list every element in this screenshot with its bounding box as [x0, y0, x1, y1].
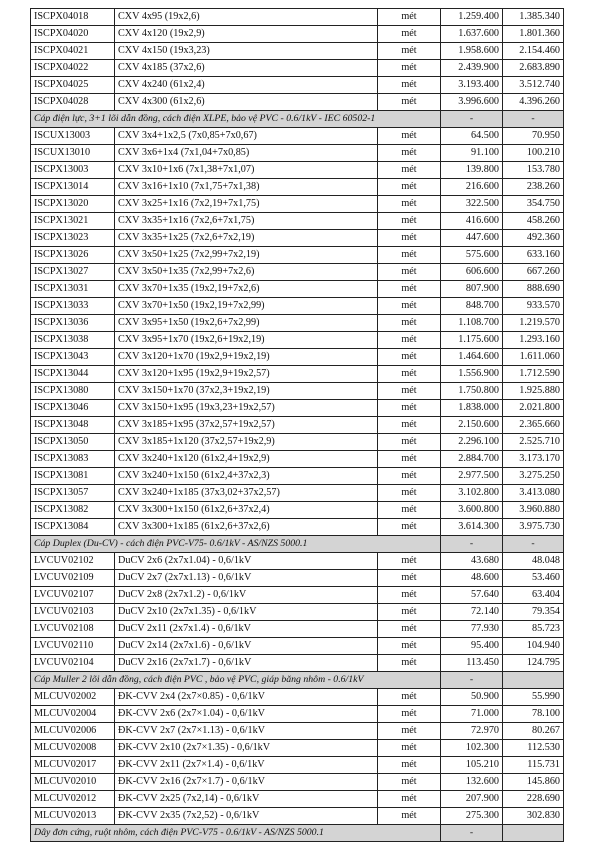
section-title: Dây đơn cứng, ruột nhôm, cách điện PVC-V75 - 0.6/1kV - AS/NZS 5000.1 — [31, 825, 441, 842]
unit: mét — [378, 332, 441, 349]
price-after-vat: 1.801.360 — [503, 26, 564, 43]
table-row — [31, 723, 564, 740]
product-description: CXV 4x95 (19x2,6) — [115, 9, 378, 26]
unit: mét — [378, 264, 441, 281]
unit: mét — [378, 689, 441, 706]
product-code: ISCPX04020 — [31, 26, 115, 43]
product-code: ISCPX13050 — [31, 434, 115, 451]
unit: mét — [378, 451, 441, 468]
price-before-vat: 139.800 — [441, 162, 503, 179]
price-after-vat: 2.154.460 — [503, 43, 564, 60]
product-code: ISCPX13048 — [31, 417, 115, 434]
table-row — [31, 740, 564, 757]
price-after-vat: 492.360 — [503, 230, 564, 247]
table-row — [31, 706, 564, 723]
price-after-vat: 1.712.590 — [503, 366, 564, 383]
table-row — [31, 434, 564, 451]
table-row — [31, 26, 564, 43]
product-description: CXV 3x150+1x70 (37x2,3+19x2,19) — [115, 383, 378, 400]
price-before-vat: 216.600 — [441, 179, 503, 196]
table-row — [31, 757, 564, 774]
product-description: ĐK-CVV 2x7 (2x7×1.13) - 0,6/1kV — [115, 723, 378, 740]
unit: mét — [378, 162, 441, 179]
price-before-vat: 2.884.700 — [441, 451, 503, 468]
price-after-vat: 458.260 — [503, 213, 564, 230]
price-before-vat: 2.977.500 — [441, 468, 503, 485]
price-before-vat: 1.637.600 — [441, 26, 503, 43]
price-before-vat: 77.930 — [441, 621, 503, 638]
unit: mét — [378, 247, 441, 264]
section-price-1: - — [441, 825, 503, 842]
table-row — [31, 77, 564, 94]
price-before-vat: 95.400 — [441, 638, 503, 655]
unit: mét — [378, 485, 441, 502]
product-description: DuCV 2x7 (2x7x1.13) - 0,6/1kV — [115, 570, 378, 587]
product-description: ĐK-CVV 2x4 (2x7×0.85) - 0,6/1kV — [115, 689, 378, 706]
product-code: ISCPX04028 — [31, 94, 115, 111]
product-description: CXV 3x4+1x2,5 (7x0,85+7x0,67) — [115, 128, 378, 145]
table-row — [31, 281, 564, 298]
price-after-vat: 100.210 — [503, 145, 564, 162]
product-description: DuCV 2x11 (2x7x1.4) - 0,6/1kV — [115, 621, 378, 638]
price-after-vat: 153.780 — [503, 162, 564, 179]
unit: mét — [378, 706, 441, 723]
product-code: LVCUV02110 — [31, 638, 115, 655]
price-table — [30, 8, 564, 842]
price-after-vat: 104.940 — [503, 638, 564, 655]
section-price-2: - — [503, 111, 564, 128]
price-before-vat: 91.100 — [441, 145, 503, 162]
price-after-vat: 354.750 — [503, 196, 564, 213]
price-after-vat: 3.975.730 — [503, 519, 564, 536]
product-code: ISCPX13023 — [31, 230, 115, 247]
table-row — [31, 451, 564, 468]
unit: mét — [378, 621, 441, 638]
product-code: ISCUX13010 — [31, 145, 115, 162]
product-description: CXV 3x25+1x16 (7x2,19+7x1,75) — [115, 196, 378, 213]
product-description: ĐK-CVV 2x25 (7x2,14) - 0,6/1kV — [115, 791, 378, 808]
unit: mét — [378, 587, 441, 604]
section-header-row — [31, 825, 564, 842]
table-row — [31, 9, 564, 26]
price-before-vat: 43.680 — [441, 553, 503, 570]
price-after-vat: 633.160 — [503, 247, 564, 264]
price-after-vat: 888.690 — [503, 281, 564, 298]
product-description: ĐK-CVV 2x35 (7x2,52) - 0,6/1kV — [115, 808, 378, 825]
table-row — [31, 655, 564, 672]
price-before-vat: 1.259.400 — [441, 9, 503, 26]
price-before-vat: 3.102.800 — [441, 485, 503, 502]
product-description: CXV 3x50+1x25 (7x2,99+7x2,19) — [115, 247, 378, 264]
price-before-vat: 1.464.600 — [441, 349, 503, 366]
unit: mét — [378, 94, 441, 111]
product-code: MLCUV02010 — [31, 774, 115, 791]
table-row — [31, 196, 564, 213]
unit: mét — [378, 26, 441, 43]
table-row — [31, 638, 564, 655]
table-row — [31, 145, 564, 162]
price-after-vat: 3.512.740 — [503, 77, 564, 94]
unit: mét — [378, 808, 441, 825]
price-after-vat: 2.525.710 — [503, 434, 564, 451]
product-description: ĐK-CVV 2x16 (2x7×1.7) - 0,6/1kV — [115, 774, 378, 791]
product-code: ISCUX13003 — [31, 128, 115, 145]
product-description: CXV 4x150 (19x3,23) — [115, 43, 378, 60]
product-description: CXV 3x120+1x70 (19x2,9+19x2,19) — [115, 349, 378, 366]
unit: mét — [378, 9, 441, 26]
product-code: ISCPX13057 — [31, 485, 115, 502]
section-price-2 — [503, 825, 564, 842]
product-code: ISCPX13082 — [31, 502, 115, 519]
price-after-vat: 1.385.340 — [503, 9, 564, 26]
product-code: ISCPX13084 — [31, 519, 115, 536]
price-after-vat: 2.683.890 — [503, 60, 564, 77]
price-before-vat: 2.150.600 — [441, 417, 503, 434]
price-before-vat: 72.970 — [441, 723, 503, 740]
product-description: CXV 3x35+1x25 (7x2,6+7x2,19) — [115, 230, 378, 247]
price-before-vat: 3.614.300 — [441, 519, 503, 536]
product-description: DuCV 2x14 (2x7x1.6) - 0,6/1kV — [115, 638, 378, 655]
price-after-vat: 55.990 — [503, 689, 564, 706]
table-row — [31, 247, 564, 264]
price-before-vat: 1.958.600 — [441, 43, 503, 60]
price-after-vat: 933.570 — [503, 298, 564, 315]
product-code: ISCPX04021 — [31, 43, 115, 60]
unit: mét — [378, 553, 441, 570]
price-before-vat: 64.500 — [441, 128, 503, 145]
price-before-vat: 848.700 — [441, 298, 503, 315]
unit: mét — [378, 570, 441, 587]
product-code: MLCUV02006 — [31, 723, 115, 740]
price-before-vat: 322.500 — [441, 196, 503, 213]
product-code: ISCPX04018 — [31, 9, 115, 26]
table-row — [31, 366, 564, 383]
unit: mét — [378, 638, 441, 655]
table-row — [31, 128, 564, 145]
product-description: DuCV 2x8 (2x7x1.2) - 0,6/1kV — [115, 587, 378, 604]
product-description: CXV 3x35+1x16 (7x2,6+7x1,75) — [115, 213, 378, 230]
price-after-vat: 667.260 — [503, 264, 564, 281]
price-after-vat: 124.795 — [503, 655, 564, 672]
table-row — [31, 94, 564, 111]
price-before-vat: 447.600 — [441, 230, 503, 247]
product-code: ISCPX13014 — [31, 179, 115, 196]
product-description: CXV 3x185+1x120 (37x2,57+19x2,9) — [115, 434, 378, 451]
table-row — [31, 349, 564, 366]
table-row — [31, 332, 564, 349]
unit: mét — [378, 179, 441, 196]
product-code: LVCUV02107 — [31, 587, 115, 604]
product-description: CXV 4x300 (61x2,6) — [115, 94, 378, 111]
table-row — [31, 689, 564, 706]
unit: mét — [378, 740, 441, 757]
price-after-vat: 3.960.880 — [503, 502, 564, 519]
price-before-vat: 113.450 — [441, 655, 503, 672]
product-code: ISCPX13038 — [31, 332, 115, 349]
product-code: LVCUV02103 — [31, 604, 115, 621]
unit: mét — [378, 43, 441, 60]
price-before-vat: 2.296.100 — [441, 434, 503, 451]
table-row — [31, 60, 564, 77]
price-after-vat: 115.731 — [503, 757, 564, 774]
price-after-vat: 53.460 — [503, 570, 564, 587]
unit: mét — [378, 281, 441, 298]
product-description: ĐK-CVV 2x10 (2x7×1.35) - 0,6/1kV — [115, 740, 378, 757]
product-description: CXV 4x120 (19x2,9) — [115, 26, 378, 43]
price-before-vat: 3.600.800 — [441, 502, 503, 519]
price-before-vat: 57.640 — [441, 587, 503, 604]
product-code: ISCPX13026 — [31, 247, 115, 264]
unit: mét — [378, 77, 441, 94]
unit: mét — [378, 774, 441, 791]
product-code: ISCPX13081 — [31, 468, 115, 485]
product-code: ISCPX13043 — [31, 349, 115, 366]
price-before-vat: 606.600 — [441, 264, 503, 281]
unit: mét — [378, 196, 441, 213]
product-code: LVCUV02108 — [31, 621, 115, 638]
product-description: CXV 3x240+1x120 (61x2,4+19x2,9) — [115, 451, 378, 468]
product-description: CXV 4x185 (37x2,6) — [115, 60, 378, 77]
product-description: ĐK-CVV 2x11 (2x7×1.4) - 0,6/1kV — [115, 757, 378, 774]
table-row — [31, 417, 564, 434]
price-before-vat: 807.900 — [441, 281, 503, 298]
product-code: ISCPX04022 — [31, 60, 115, 77]
price-after-vat: 3.413.080 — [503, 485, 564, 502]
section-price-1: - — [441, 536, 503, 553]
table-row — [31, 230, 564, 247]
product-code: ISCPX04025 — [31, 77, 115, 94]
product-code: LVCUV02102 — [31, 553, 115, 570]
section-title: Cáp Muller 2 lõi dẫn đồng, cách điện PVC , bảo vệ PVC, giáp băng nhôm - 0.6/1kV — [31, 672, 441, 689]
unit: mét — [378, 383, 441, 400]
product-description: CXV 3x95+1x70 (19x2,6+19x2,19) — [115, 332, 378, 349]
price-after-vat: 4.396.260 — [503, 94, 564, 111]
unit: mét — [378, 604, 441, 621]
product-description: CXV 3x10+1x6 (7x1,38+7x1,07) — [115, 162, 378, 179]
table-row — [31, 298, 564, 315]
unit: mét — [378, 655, 441, 672]
price-after-vat: 63.404 — [503, 587, 564, 604]
price-after-vat: 2.021.800 — [503, 400, 564, 417]
section-title: Cáp điện lực, 3+1 lõi dẫn đồng, cách điện XLPE, bảo vệ PVC - 0.6/1kV - IEC 60502-1 — [31, 111, 441, 128]
table-row — [31, 774, 564, 791]
product-description: DuCV 2x10 (2x7x1.35) - 0,6/1kV — [115, 604, 378, 621]
product-code: ISCPX13027 — [31, 264, 115, 281]
product-description: CXV 3x150+1x95 (19x3,23+19x2,57) — [115, 400, 378, 417]
table-row — [31, 162, 564, 179]
product-description: CXV 3x6+1x4 (7x1,04+7x0,85) — [115, 145, 378, 162]
product-description: CXV 3x240+1x150 (61x2,4+37x2,3) — [115, 468, 378, 485]
price-after-vat: 112.530 — [503, 740, 564, 757]
product-code: ISCPX13046 — [31, 400, 115, 417]
product-code: ISCPX13020 — [31, 196, 115, 213]
unit: mét — [378, 791, 441, 808]
unit: mét — [378, 519, 441, 536]
price-after-vat: 1.611.060 — [503, 349, 564, 366]
unit: mét — [378, 757, 441, 774]
product-code: MLCUV02008 — [31, 740, 115, 757]
unit: mét — [378, 417, 441, 434]
price-after-vat: 3.275.250 — [503, 468, 564, 485]
product-code: ISCPX13083 — [31, 451, 115, 468]
unit: mét — [378, 366, 441, 383]
product-description: CXV 3x95+1x50 (19x2,6+7x2,99) — [115, 315, 378, 332]
table-row — [31, 383, 564, 400]
section-title: Cáp Duplex (Du-CV) - cách điện PVC-V75- 0.6/1kV - AS/NZS 5000.1 — [31, 536, 441, 553]
product-code: ISCPX13044 — [31, 366, 115, 383]
table-row — [31, 485, 564, 502]
product-code: ISCPX13036 — [31, 315, 115, 332]
price-before-vat: 105.210 — [441, 757, 503, 774]
price-after-vat: 1.219.570 — [503, 315, 564, 332]
price-before-vat: 50.900 — [441, 689, 503, 706]
table-row — [31, 315, 564, 332]
price-after-vat: 85.723 — [503, 621, 564, 638]
unit: mét — [378, 213, 441, 230]
unit: mét — [378, 60, 441, 77]
table-row — [31, 808, 564, 825]
price-after-vat: 1.925.880 — [503, 383, 564, 400]
product-description: CXV 3x185+1x95 (37x2,57+19x2,57) — [115, 417, 378, 434]
unit: mét — [378, 502, 441, 519]
product-description: CXV 3x70+1x35 (19x2,19+7x2,6) — [115, 281, 378, 298]
price-before-vat: 207.900 — [441, 791, 503, 808]
product-code: MLCUV02002 — [31, 689, 115, 706]
section-price-2: - — [503, 536, 564, 553]
price-before-vat: 1.750.800 — [441, 383, 503, 400]
product-description: CXV 3x50+1x35 (7x2,99+7x2,6) — [115, 264, 378, 281]
product-code: MLCUV02013 — [31, 808, 115, 825]
table-row — [31, 468, 564, 485]
table-row — [31, 621, 564, 638]
price-before-vat: 3.996.600 — [441, 94, 503, 111]
unit: mét — [378, 349, 441, 366]
price-table-body — [31, 9, 564, 842]
price-before-vat: 1.556.900 — [441, 366, 503, 383]
section-price-1: - — [441, 111, 503, 128]
price-list-sheet — [30, 8, 564, 842]
section-price-2 — [503, 672, 564, 689]
price-before-vat: 102.300 — [441, 740, 503, 757]
price-before-vat: 71.000 — [441, 706, 503, 723]
unit: mét — [378, 400, 441, 417]
price-before-vat: 1.108.700 — [441, 315, 503, 332]
price-after-vat: 3.173.170 — [503, 451, 564, 468]
unit: mét — [378, 145, 441, 162]
product-code: MLCUV02017 — [31, 757, 115, 774]
product-description: CXV 3x120+1x95 (19x2,9+19x2,57) — [115, 366, 378, 383]
price-after-vat: 78.100 — [503, 706, 564, 723]
product-code: MLCUV02012 — [31, 791, 115, 808]
table-row — [31, 179, 564, 196]
price-after-vat: 228.690 — [503, 791, 564, 808]
product-description: ĐK-CVV 2x6 (2x7×1.04) - 0,6/1kV — [115, 706, 378, 723]
product-description: CXV 3x240+1x185 (37x3,02+37x2,57) — [115, 485, 378, 502]
table-row — [31, 587, 564, 604]
table-row — [31, 604, 564, 621]
product-code: LVCUV02104 — [31, 655, 115, 672]
section-price-1: - — [441, 672, 503, 689]
price-before-vat: 1.838.000 — [441, 400, 503, 417]
section-header-row — [31, 672, 564, 689]
price-before-vat: 48.600 — [441, 570, 503, 587]
price-after-vat: 79.354 — [503, 604, 564, 621]
product-description: CXV 3x70+1x50 (19x2,19+7x2,99) — [115, 298, 378, 315]
product-code: ISCPX13031 — [31, 281, 115, 298]
price-before-vat: 275.300 — [441, 808, 503, 825]
price-before-vat: 3.193.400 — [441, 77, 503, 94]
product-code: ISCPX13003 — [31, 162, 115, 179]
unit: mét — [378, 468, 441, 485]
table-row — [31, 502, 564, 519]
table-row — [31, 213, 564, 230]
table-row — [31, 264, 564, 281]
section-header-row — [31, 536, 564, 553]
price-after-vat: 302.830 — [503, 808, 564, 825]
price-after-vat: 238.260 — [503, 179, 564, 196]
product-code: MLCUV02004 — [31, 706, 115, 723]
table-row — [31, 519, 564, 536]
product-description: CXV 4x240 (61x2,4) — [115, 77, 378, 94]
price-after-vat: 80.267 — [503, 723, 564, 740]
price-before-vat: 72.140 — [441, 604, 503, 621]
price-before-vat: 416.600 — [441, 213, 503, 230]
table-row — [31, 553, 564, 570]
product-description: CXV 3x16+1x10 (7x1,75+7x1,38) — [115, 179, 378, 196]
table-row — [31, 400, 564, 417]
price-before-vat: 575.600 — [441, 247, 503, 264]
price-before-vat: 132.600 — [441, 774, 503, 791]
price-after-vat: 1.293.160 — [503, 332, 564, 349]
product-code: ISCPX13080 — [31, 383, 115, 400]
product-description: CXV 3x300+1x185 (61x2,6+37x2,6) — [115, 519, 378, 536]
product-description: DuCV 2x16 (2x7x1.7) - 0,6/1kV — [115, 655, 378, 672]
unit: mét — [378, 723, 441, 740]
unit: mét — [378, 230, 441, 247]
product-description: DuCV 2x6 (2x7x1.04) - 0,6/1kV — [115, 553, 378, 570]
price-before-vat: 2.439.900 — [441, 60, 503, 77]
price-after-vat: 70.950 — [503, 128, 564, 145]
unit: mét — [378, 128, 441, 145]
product-code: ISCPX13033 — [31, 298, 115, 315]
table-row — [31, 791, 564, 808]
unit: mét — [378, 434, 441, 451]
price-after-vat: 48.048 — [503, 553, 564, 570]
price-before-vat: 1.175.600 — [441, 332, 503, 349]
section-header-row — [31, 111, 564, 128]
product-code: ISCPX13021 — [31, 213, 115, 230]
product-code: LVCUV02109 — [31, 570, 115, 587]
unit: mét — [378, 315, 441, 332]
price-after-vat: 2.365.660 — [503, 417, 564, 434]
product-description: CXV 3x300+1x150 (61x2,6+37x2,4) — [115, 502, 378, 519]
table-row — [31, 570, 564, 587]
unit: mét — [378, 298, 441, 315]
table-row — [31, 43, 564, 60]
price-after-vat: 145.860 — [503, 774, 564, 791]
